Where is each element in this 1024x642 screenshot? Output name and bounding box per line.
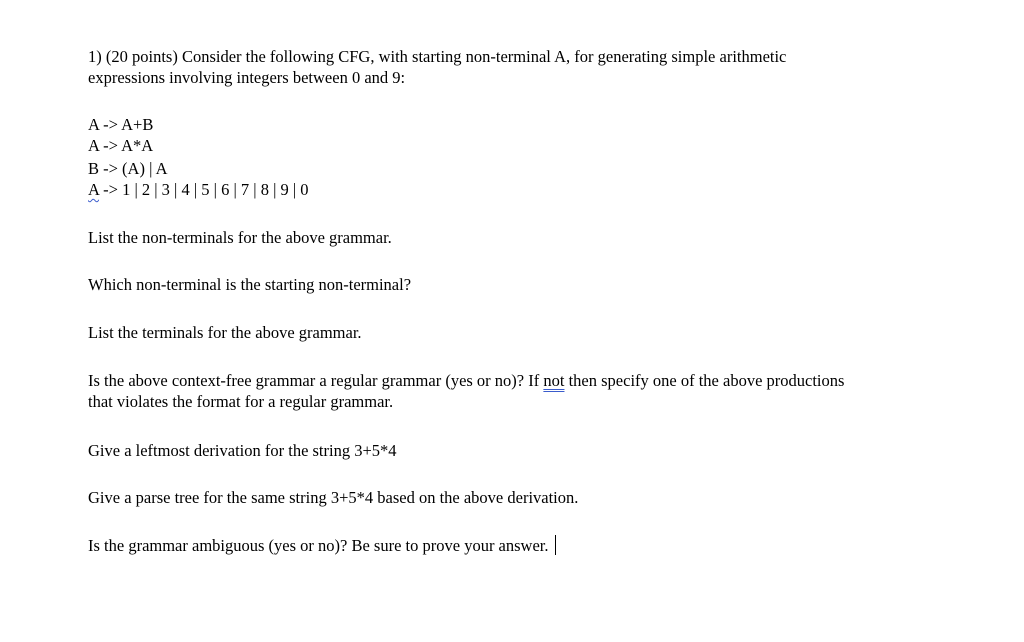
part-terminals: List the terminals for the above grammar. bbox=[88, 323, 362, 342]
part-leftmost-derivation: Give a leftmost derivation for the string 3+5*4 bbox=[88, 441, 397, 460]
production-3: B -> (A) | A bbox=[88, 159, 168, 178]
part-regular-before: Is the above context-free grammar a regular grammar (yes or no)? If bbox=[88, 371, 544, 390]
production-4-lhs: A bbox=[88, 180, 100, 199]
part-regular-grammar-line-1 bbox=[88, 370, 844, 391]
production-1: A -> A+B bbox=[88, 115, 154, 134]
question-intro-line-1: 1) (20 points) Consider the following CFG, with starting non-terminal A, for generating simple arithmetic bbox=[88, 47, 787, 66]
question-intro-line-2: expressions involving integers between 0 and 9: bbox=[88, 68, 406, 87]
part-regular-emph: not bbox=[543, 371, 565, 390]
part-regular-grammar-line-2: that violates the format for a regular grammar. bbox=[88, 392, 394, 411]
production-4 bbox=[88, 179, 309, 200]
part-starting-nonterminal: Which non-terminal is the starting non-terminal? bbox=[88, 275, 412, 294]
part-regular-after: then specify one of the above productions bbox=[564, 371, 845, 390]
text-cursor[interactable] bbox=[555, 535, 556, 555]
part-nonterminals: List the non-terminals for the above grammar. bbox=[88, 228, 392, 247]
part-ambiguous bbox=[88, 535, 556, 556]
part-ambiguous-text: Is the grammar ambiguous (yes or no)? Be sure to prove your answer. bbox=[88, 536, 549, 555]
production-2: A -> A*A bbox=[88, 136, 154, 155]
production-4-rhs: -> 1 | 2 | 3 | 4 | 5 | 6 | 7 | 8 | 9 | 0 bbox=[99, 180, 309, 199]
part-parse-tree: Give a parse tree for the same string 3+5*4 based on the above derivation. bbox=[88, 488, 579, 507]
